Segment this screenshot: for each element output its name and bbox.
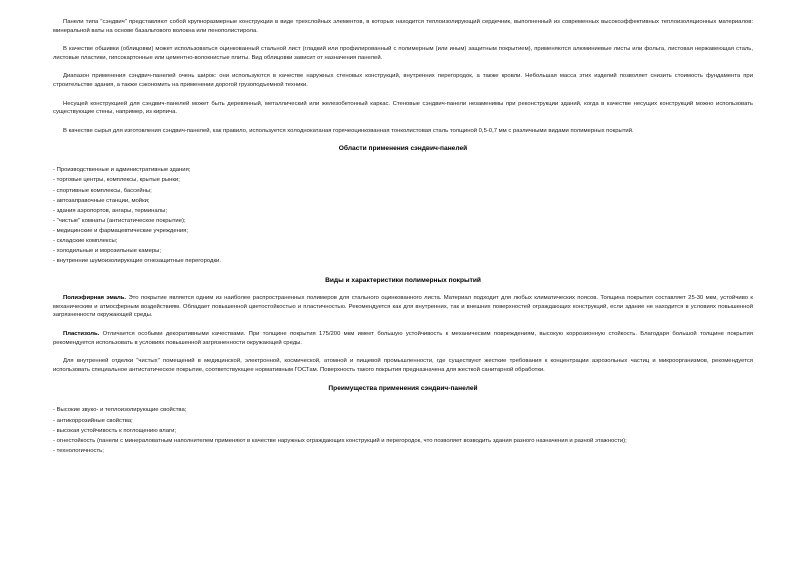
intro-paragraph-3: Диапазон применения сэндвич-панелей очень широк: они используются в качестве наружных стеновых конструкций, внутренних перегородок, а также кровли. Небольшая масса этих изделий позволяет снизить стоимость фундамента при строительстве здания, а также сэкономить на применении дорогой грузоподъемной техники.	[53, 73, 753, 88]
list-item: - спортивные комплексы, бассейны;	[53, 187, 152, 194]
polyester-title: Полиэфирная эмаль.	[63, 295, 127, 302]
polyester-text: Это покрытие является одним из наиболее распространенных полимеров для стального оцинкованного листа. Материал подходит для любых климатических поясов. Толщина покрытия составляет 25-30 мкм, устойчиво к механическим и атмосферным воздействиям. Обладает повышенной цветостойкостью и пластичностью. Рекомендуется как для внутренних, так и внешних поверхностей ограждающих конструкций, если здание не находится в условиях повышенной загрязненности окружающей среды.	[53, 295, 753, 319]
intro-paragraph-5: В качестве сырья для изготовления сэндвич-панелей, как правило, используется холоднокатаная горячеоцинкованная тонколистовая сталь толщиной 0,5-0,7 мм с различными видами полимерных покрытий.	[63, 127, 634, 134]
list-item: - складские комплексы;	[53, 238, 118, 244]
list-item: - здания аэропортов, ангары, терминалы;	[53, 207, 167, 214]
advantages-heading: Преимущества применения сэндвич-панелей	[328, 385, 478, 393]
list-item: - внутренние шумоизолирующие огнезащитные перегородки.	[53, 258, 221, 265]
list-item: - огнестойкость (панели с минераловатным наполнителем применяют в качестве наружных ограждающих конструкций и перегородок, что позволяет возводить здания разного назначения и разной этажности);	[53, 437, 627, 444]
areas-heading: Области применения сэндвич-панелей	[338, 145, 468, 153]
intro-paragraph-4: Несущей конструкцией для сэндвич-панелей может быть деревянный, металлический или железобетонный каркас. Стеновые сэндвич-панели незаменимы при реконструкции зданий, когда в качестве несущих конструкций можно использовать существующие стены, например, из кирпича.	[53, 100, 753, 116]
advantages-list	[53, 405, 753, 455]
list-item: - "чистые" комнаты (антистатическое покрытие);	[53, 217, 186, 224]
list-item: - высокая устойчивость к поглощению влаги;	[53, 427, 177, 434]
coatings-heading: Виды и характеристики полимерных покрытий	[325, 277, 481, 285]
list-item: - холодильные и морозильные камеры;	[53, 248, 161, 255]
intro-paragraph-1: Панели типа "сэндвич" представляют собой крупноразмерные конструкции в виде трехслойных элементов, в которых находится теплоизолирующий сердечник, выполненный из современных высокоэффективных теплоизоляционных материалов: минеральной ваты на основе базальтового волокна или пенополистирола.	[53, 19, 753, 34]
document-page	[53, 18, 753, 456]
list-item: - Производственные и административные здания;	[53, 167, 191, 174]
list-item: - технологичность;	[53, 447, 104, 454]
plastisol-paragraph	[53, 330, 753, 347]
plastisol-title: Пластизоль.	[63, 331, 100, 338]
intro-paragraph-2: В качестве обшивки (облицовки) может использоваться оцинкованный стальной лист (гладкий или профилированный с полимерным (или иным) защитным покрытием), применяются алюминиевые листы или фольга, листовая нержавеющая сталь, листовые пластики, гипсокартонные или цементно-волокнистые плиты. Вид облицовки зависит от назначения панелей.	[53, 46, 753, 61]
clean-room-paragraph: Для внутренней отделки "чистых" помещений в медицинской, электронной, космической, атомной и пищевой промышленности, где существуют жесткие требования к концентрации аэрозольных частиц и микроорганизмов, рекомендуется использовать специальное антистатическое покрытие, соответствующее нормативным ГОСТам. Поверхность такого покрытия предназначена для жесткой санитарной обработки.	[53, 358, 753, 373]
areas-list	[53, 165, 753, 266]
plastisol-text: Отличается особыми декоративными качествами. При толщине покрытия 175/200 мкм имеет большую устойчивость к механическим повреждениям, высокую коррозионную стойкость. Благодаря большой толщине покрытия рекомендуется использовать в условиях повышенной загрязненности окружающей среды.	[53, 331, 753, 346]
polyester-paragraph	[53, 294, 753, 320]
list-item: - торговые центры, комплексы, крытые рынки;	[53, 177, 180, 184]
list-item: - антикоррозийные свойства;	[53, 417, 133, 424]
list-item: - Высокие звуко- и теплоизолирующие свойства;	[53, 407, 187, 414]
list-item: - автозаправочные станции, мойки;	[53, 197, 150, 204]
list-item: - медицинские и фармацевтические учреждения;	[53, 227, 188, 234]
